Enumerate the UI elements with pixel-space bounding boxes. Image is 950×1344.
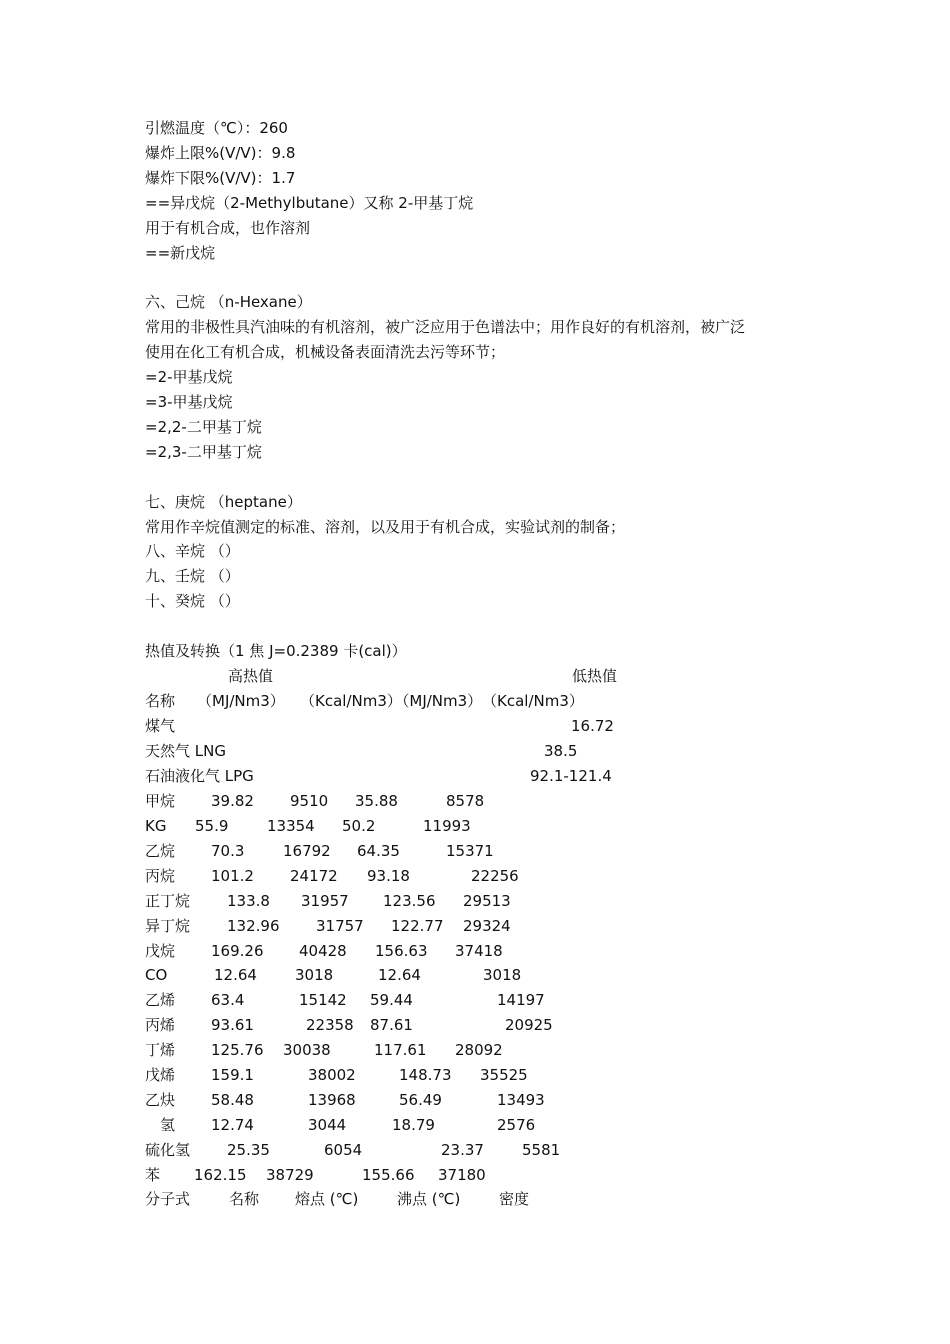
hexane-desc-line-2: 使用在化工有机合成，机械设备表面清洗去污等环节；: [145, 343, 506, 361]
high-mj: 39.82: [211, 792, 254, 810]
isopentane-usage: 用于有机合成，也作溶剂: [145, 219, 311, 237]
high-kcal: 9510: [290, 792, 329, 810]
high-kcal: 24172: [290, 867, 338, 885]
high-mj: 55.9: [195, 817, 229, 835]
low-kcal: 20925: [505, 1016, 553, 1034]
isopentane-heading: ==异戊烷（2-Methylbutane）又称 2-甲基丁烷: [145, 194, 474, 212]
high-mj: 132.96: [227, 917, 280, 935]
low-mj: 156.63: [375, 942, 428, 960]
low-mj: 117.61: [374, 1041, 427, 1059]
hexane-isomer: =2,2-二甲基丁烷: [145, 418, 262, 436]
high-kcal: 3018: [295, 966, 334, 984]
high-mj: 169.26: [211, 942, 264, 960]
footer-name: 名称: [229, 1190, 260, 1208]
low-heat-label: 低热值: [572, 667, 618, 685]
row-name: 乙烯: [145, 991, 176, 1009]
high-mj: 12.64: [214, 966, 257, 984]
row-name: KG: [145, 817, 167, 835]
hexane-isomer: =3-甲基戊烷: [145, 393, 233, 411]
gas-value: 16.72: [571, 717, 614, 735]
footer-formula: 分子式: [145, 1190, 191, 1208]
low-kcal: 3018: [483, 966, 522, 984]
row-name: 乙烷: [145, 842, 176, 860]
footer-boiling-point: 沸点 (℃): [397, 1190, 461, 1208]
high-mj: 25.35: [227, 1141, 270, 1159]
low-kcal: 14197: [497, 991, 545, 1009]
high-mj: 159.1: [211, 1066, 254, 1084]
low-kcal: 37180: [438, 1166, 486, 1184]
high-kcal: 6054: [324, 1141, 363, 1159]
heptane-title: 七、庚烷 （heptane）: [145, 493, 302, 511]
low-mj: 18.79: [392, 1116, 435, 1134]
hexane-isomer: =2-甲基戊烷: [145, 368, 233, 386]
high-kcal: 3044: [308, 1116, 347, 1134]
high-mj: 93.61: [211, 1016, 254, 1034]
high-kcal: 40428: [299, 942, 347, 960]
row-name: 异丁烷: [145, 917, 191, 935]
header-high-kcal-low-mj: （Kcal/Nm3）（MJ/Nm3）: [300, 692, 483, 710]
low-mj: 50.2: [342, 817, 376, 835]
footer-density: 密度: [499, 1190, 530, 1208]
low-mj: 122.77: [391, 917, 444, 935]
heat-value-title: 热值及转换（1 焦 J=0.2389 卡(cal)）: [145, 642, 407, 660]
row-name: 丁烯: [145, 1041, 176, 1059]
row-name: 苯: [145, 1166, 161, 1184]
low-kcal: 37418: [455, 942, 503, 960]
low-kcal: 29513: [463, 892, 511, 910]
high-mj: 101.2: [211, 867, 254, 885]
header-name: 名称: [145, 692, 176, 710]
low-mj: 56.49: [399, 1091, 442, 1109]
low-kcal: 28092: [455, 1041, 503, 1059]
low-kcal: 2576: [497, 1116, 536, 1134]
high-kcal: 31957: [301, 892, 349, 910]
gas-name: 天然气 LNG: [145, 742, 226, 760]
gas-value: 92.1-121.4: [530, 767, 612, 785]
high-mj: 162.15: [194, 1166, 247, 1184]
high-kcal: 15142: [299, 991, 347, 1009]
hexane-isomer: =2,3-二甲基丁烷: [145, 443, 262, 461]
high-heat-label: 高热值: [228, 667, 274, 685]
row-name: CO: [145, 966, 168, 984]
low-kcal: 22256: [471, 867, 519, 885]
high-kcal: 16792: [283, 842, 331, 860]
row-name: 丙烯: [145, 1016, 176, 1034]
hexane-desc-line-1: 常用的非极性具汽油味的有机溶剂，被广泛应用于色谱法中；用作良好的有机溶剂，被广泛: [145, 318, 746, 336]
low-kcal: 8578: [446, 792, 485, 810]
high-mj: 125.76: [211, 1041, 264, 1059]
high-kcal: 38002: [308, 1066, 356, 1084]
gas-name: 煤气: [145, 717, 176, 735]
low-kcal: 13493: [497, 1091, 545, 1109]
low-mj: 64.35: [357, 842, 400, 860]
high-kcal: 38729: [266, 1166, 314, 1184]
high-kcal: 31757: [316, 917, 364, 935]
row-name: 氢: [160, 1116, 176, 1134]
high-mj: 12.74: [211, 1116, 254, 1134]
nonane-heading: 九、壬烷 （）: [145, 567, 240, 585]
high-mj: 133.8: [227, 892, 270, 910]
high-mj: 63.4: [211, 991, 245, 1009]
hexane-title: 六、己烷 （n-Hexane）: [145, 293, 312, 311]
high-kcal: 13968: [308, 1091, 356, 1109]
gas-value: 38.5: [544, 742, 578, 760]
low-mj: 87.61: [370, 1016, 413, 1034]
high-kcal: 13354: [267, 817, 315, 835]
row-name: 戊烷: [145, 942, 176, 960]
low-mj: 148.73: [399, 1066, 452, 1084]
low-mj: 59.44: [370, 991, 413, 1009]
gas-name: 石油液化气 LPG: [145, 767, 254, 785]
row-name: 正丁烷: [145, 892, 191, 910]
low-kcal: 11993: [423, 817, 471, 835]
row-name: 乙炔: [145, 1091, 176, 1109]
low-mj: 12.64: [378, 966, 421, 984]
explosion-lower-line: 爆炸下限%(V/V)：1.7: [145, 169, 296, 187]
low-mj: 23.37: [441, 1141, 484, 1159]
high-mj: 58.48: [211, 1091, 254, 1109]
ignition-temp-line: 引燃温度（℃）：260: [145, 119, 288, 137]
high-mj: 70.3: [211, 842, 245, 860]
explosion-upper-line: 爆炸上限%(V/V)：9.8: [145, 144, 296, 162]
low-mj: 123.56: [383, 892, 436, 910]
decane-heading: 十、癸烷 （）: [145, 592, 240, 610]
low-kcal: 5581: [522, 1141, 561, 1159]
row-name: 丙烷: [145, 867, 176, 885]
header-low-kcal: （Kcal/Nm3）: [482, 692, 584, 710]
row-name: 戊烯: [145, 1066, 176, 1084]
row-name: 硫化氢: [145, 1141, 191, 1159]
low-mj: 155.66: [362, 1166, 415, 1184]
low-kcal: 35525: [480, 1066, 528, 1084]
footer-melting-point: 熔点 (℃): [295, 1190, 359, 1208]
low-kcal: 29324: [463, 917, 511, 935]
high-kcal: 22358: [306, 1016, 354, 1034]
low-mj: 93.18: [367, 867, 410, 885]
heptane-desc: 常用作辛烷值测定的标准、溶剂，以及用于有机合成，实验试剂的制备；: [145, 518, 626, 536]
high-kcal: 30038: [283, 1041, 331, 1059]
octane-heading: 八、辛烷 （）: [145, 542, 240, 560]
low-kcal: 15371: [446, 842, 494, 860]
low-mj: 35.88: [355, 792, 398, 810]
header-high-mj: （MJ/Nm3）: [197, 692, 285, 710]
row-name: 甲烷: [145, 792, 176, 810]
neopentane-heading: ==新戊烷: [145, 244, 216, 262]
